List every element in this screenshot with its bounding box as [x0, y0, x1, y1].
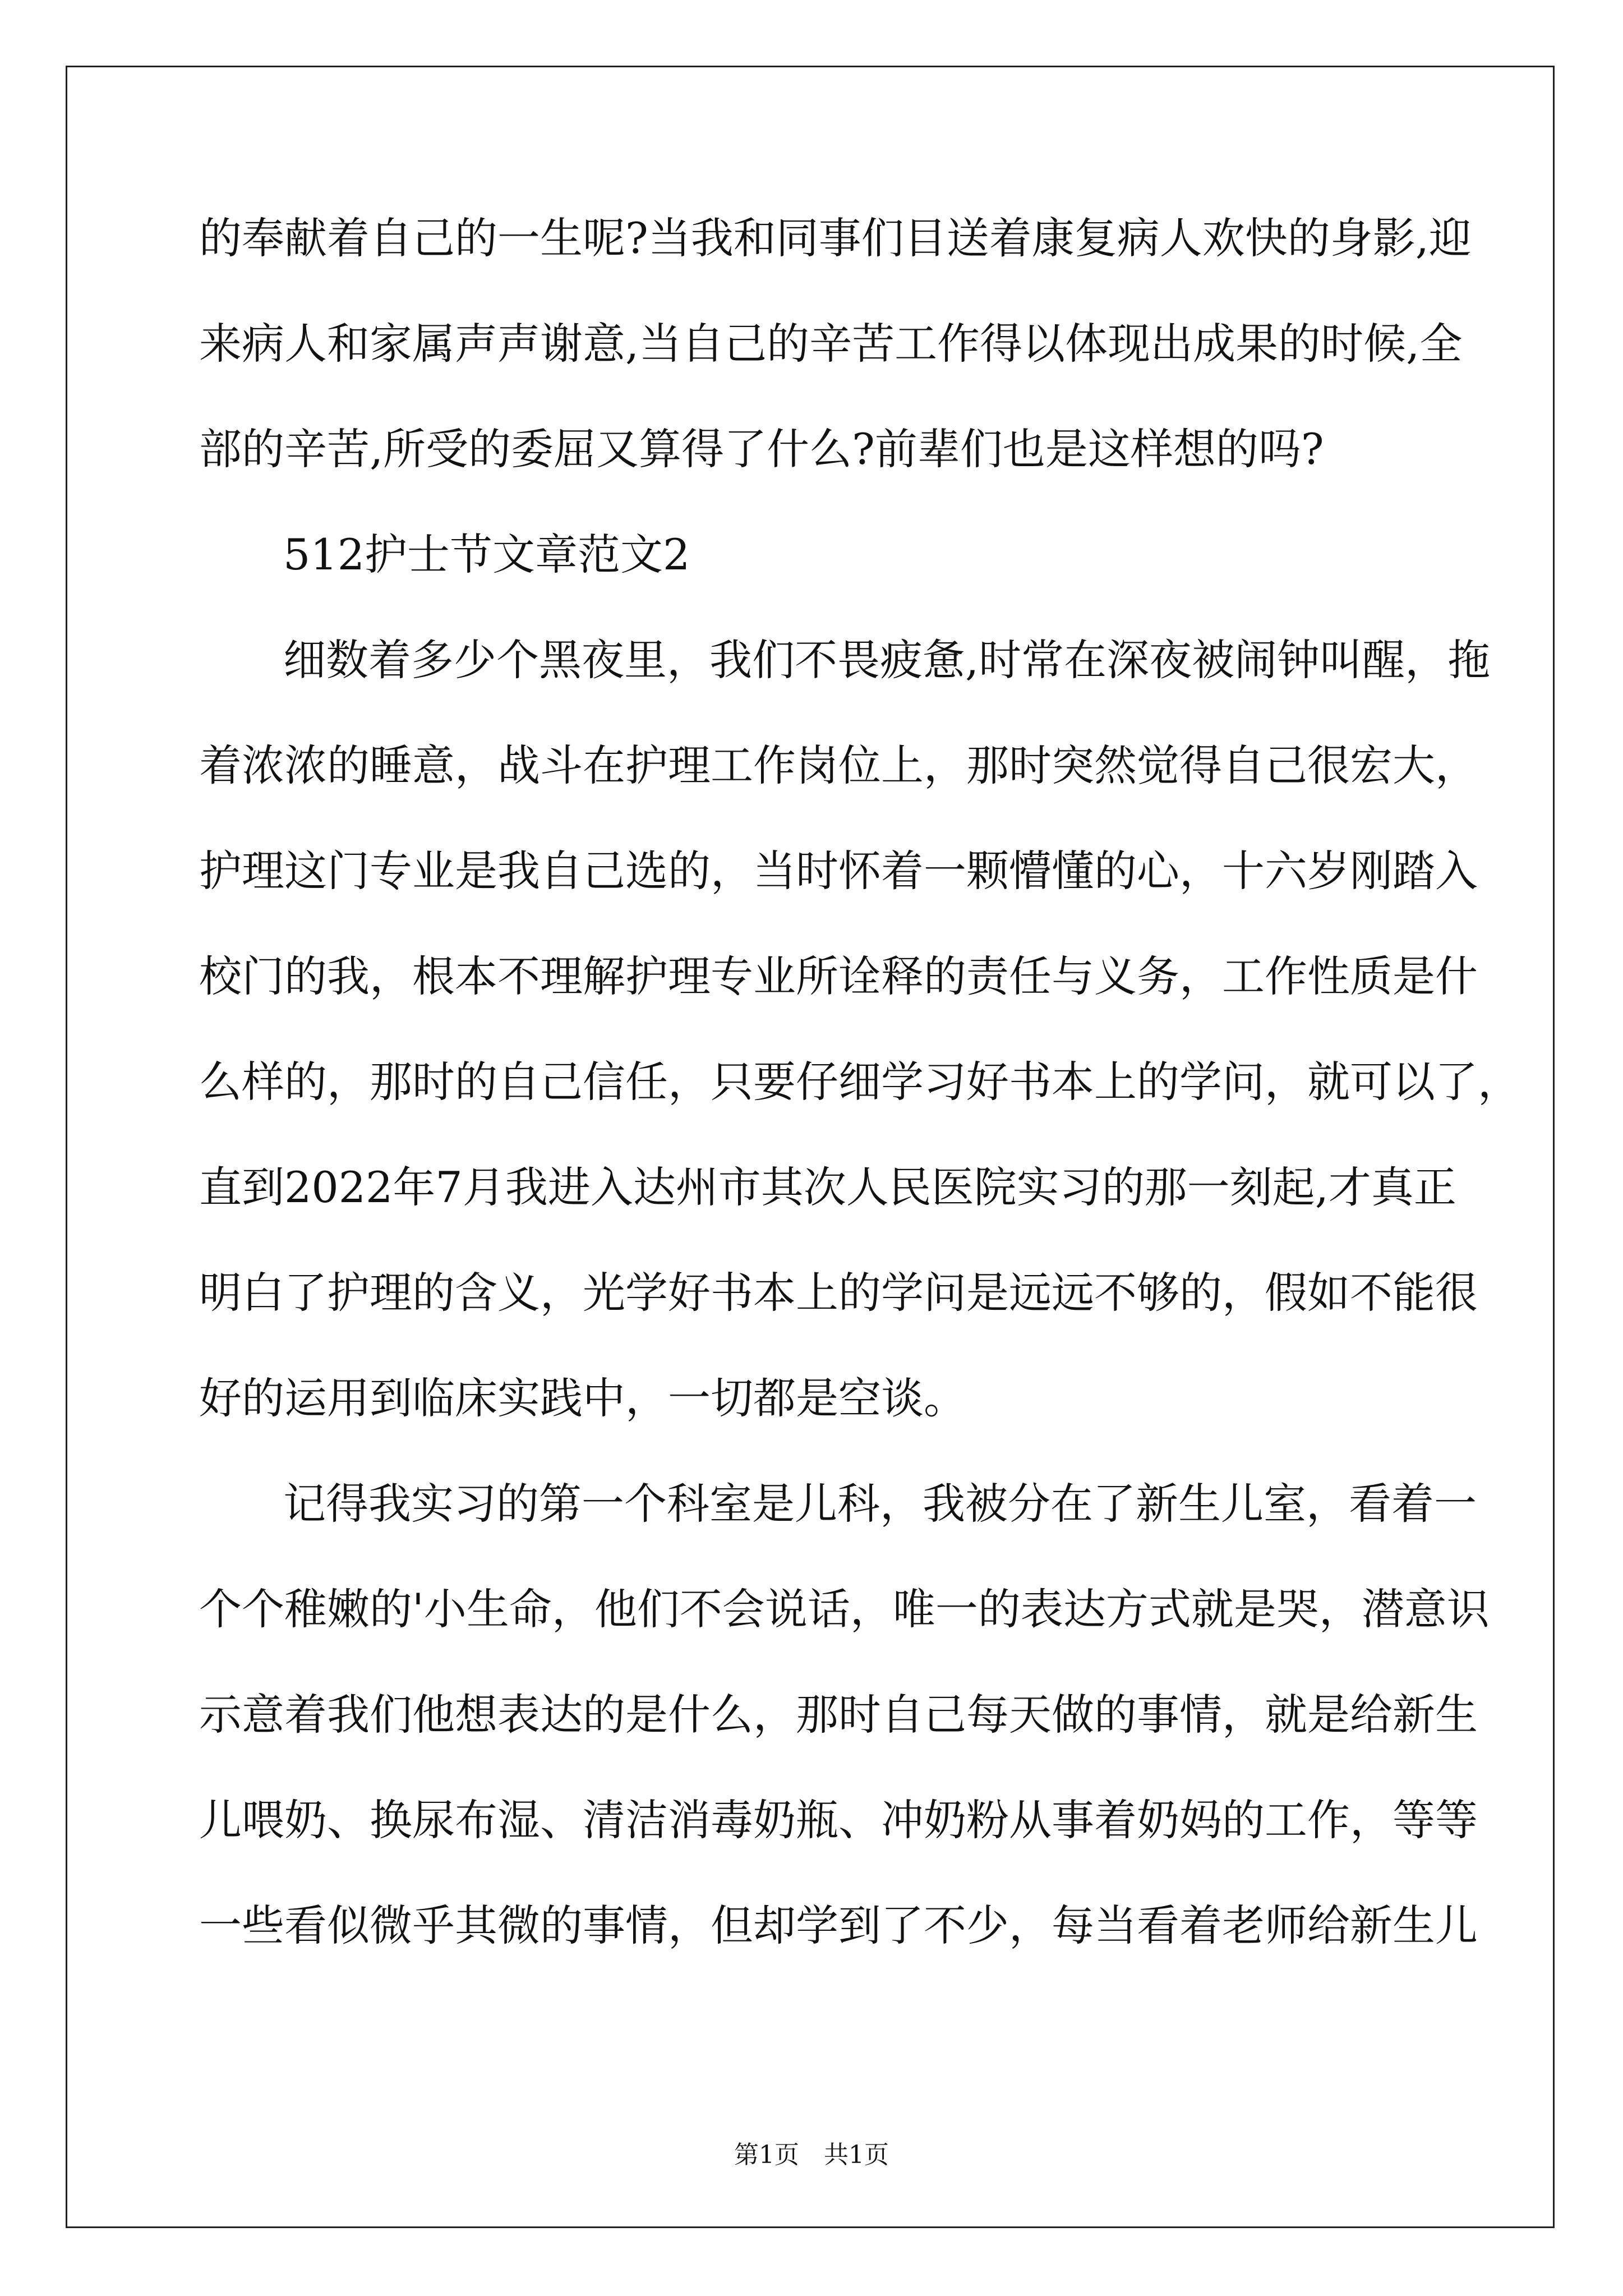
paragraph-line: 示意着我们他想表达的是什么，那时自己每天做的事情，就是给新生	[199, 1690, 1478, 1740]
paragraph-line: 明白了护理的含义，光学好书本上的学问是远远不够的，假如不能很	[199, 1268, 1478, 1318]
paragraph-line: 么样的，那时的自己信任，只要仔细学习好书本上的学问，就可以了，	[199, 1057, 1520, 1107]
paragraph-line: 好的运用到临床实践中，一切都是空谈。	[199, 1373, 966, 1423]
paragraph-line: 着浓浓的睡意，战斗在护理工作岗位上，那时突然觉得自己很宏大，	[199, 740, 1478, 790]
paragraph-line: 儿喂奶、换尿布湿、清洁消毒奶瓶、冲奶粉从事着奶妈的工作，等等	[199, 1795, 1478, 1845]
paragraph-line: 记得我实习的第一个科室是儿科，我被分在了新生儿室，看着一	[283, 1479, 1477, 1529]
paragraph-line: 的奉献着自己的一生呢?当我和同事们目送着康复病人欢快的身影,迎	[199, 213, 1472, 263]
paragraph-line: 来病人和家属声声谢意,当自己的辛苦工作得以体现出成果的时候,全	[199, 319, 1463, 369]
paragraph-line: 部的辛苦,所受的委屈又算得了什么?前辈们也是这样想的吗?	[199, 424, 1324, 474]
section-heading: 512护士节文章范文2	[283, 530, 690, 579]
paragraph-line: 一些看似微乎其微的事情，但却学到了不少，每当看着老师给新生儿	[199, 1901, 1478, 1950]
paragraph-line: 护理这门专业是我自己选的，当时怀着一颗懵懂的心，十六岁刚踏入	[199, 846, 1478, 896]
paragraph-line: 细数着多少个黑夜里，我们不畏疲惫,时常在深夜被闹钟叫醒，拖	[283, 635, 1491, 685]
page-footer: 第1页 共1页	[734, 2141, 889, 2169]
paragraph-line: 个个稚嫩的'小生命，他们不会说话，唯一的表达方式就是哭，潜意识	[199, 1584, 1490, 1634]
paragraph-line: 直到2022年7月我进入达州市其次人民医院实习的那一刻起,才真正	[199, 1162, 1456, 1212]
paragraph-line: 校门的我，根本不理解护理专业所诠释的责任与义务，工作性质是什	[199, 951, 1478, 1001]
